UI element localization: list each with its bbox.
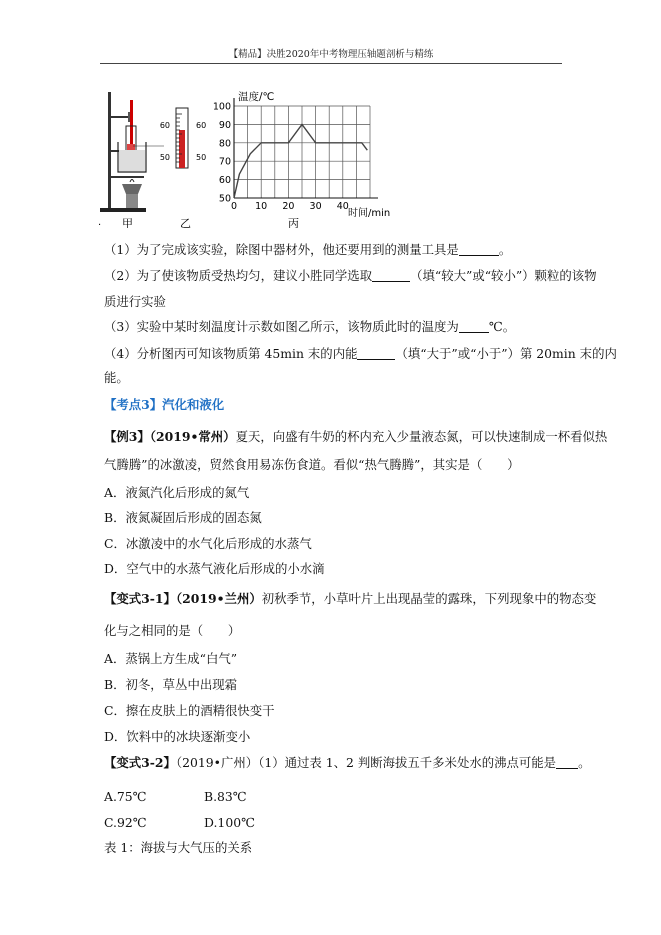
therm-tick-60-right: 60 <box>196 121 207 130</box>
y-tick-label: 90 <box>218 119 231 131</box>
example-3-option-b: B．液氮凝固后形成的固态氮 <box>104 510 262 525</box>
label-bing: 丙 <box>288 217 299 228</box>
x-tick-label: 40 <box>336 201 349 212</box>
label-jia: 甲 <box>122 217 133 228</box>
variant-3-1-option-c: C．擦在皮肤上的酒精很快变干 <box>104 703 275 718</box>
therm-tick-50-right: 50 <box>196 153 207 162</box>
question-3: （3）实验中某时刻温度计示数如图乙所示，该物质此时的温度为 ℃。 <box>104 319 516 334</box>
question-4-cont: 能。 <box>104 370 129 385</box>
example-3-line1: 【例3】（2019•常州）夏天，向盛有牛奶的杯内充入少量液态氮，可以快速制成一杯看似热 <box>104 429 608 444</box>
variant-3-2-options-ab: A.75℃ B.83℃ <box>104 789 247 804</box>
y-tick-label: 70 <box>218 156 231 168</box>
label-yi: 乙 <box>180 217 191 228</box>
y-axis-label: 温度/℃ <box>238 91 275 103</box>
question-4: （4）分析图丙可知该物质第 45min 末的内能 （填“大于”或“小于”）第 20min 末的内 <box>104 346 617 361</box>
experiment-figure <box>96 86 416 228</box>
question-1: （1）为了完成该实验，除图中器材外，他还要用到的测量工具是 。 <box>104 242 512 257</box>
table-caption: 表 1：海拔与大气压的关系 <box>104 840 253 855</box>
variant-3-1-option-d: D．饮料中的冰块逐渐变小 <box>104 729 251 744</box>
y-tick-labels <box>213 102 231 205</box>
iron-stand-apparatus <box>100 92 146 212</box>
example-3-line2: 气腾腾”的冰激凌，贸然食用易冻伤食道。看似“热气腾腾”，其实是（ ） <box>104 457 520 472</box>
x-tick-label: 10 <box>255 201 268 212</box>
answer-blank-3 <box>459 320 489 333</box>
variant-3-2-line1: 【变式3-2】（2019•广州）（1）通过表 1、2 判断海拔五千多米处水的沸点可能是 。 <box>104 755 591 770</box>
example-3-option-d: D．空气中的水蒸气液化后形成的小水滴 <box>104 561 325 576</box>
question-2-cont: 质进行实验 <box>104 294 166 309</box>
x-axis-label: 时间/min <box>348 208 391 219</box>
x-tick-label: 20 <box>282 201 295 212</box>
therm-tick-50: 50 <box>159 153 170 162</box>
answer-blank-1 <box>459 243 499 256</box>
variant-3-1-line1: 【变式3-1】（2019•兰州）初秋季节，小草叶片上出现晶莹的露珠，下列现象中的物态变 <box>104 591 597 606</box>
chart-grid <box>234 106 370 198</box>
answer-blank-2 <box>372 269 410 282</box>
y-tick-label: 60 <box>218 175 231 187</box>
y-tick-label: 100 <box>212 101 231 113</box>
variant-3-1-option-a: A．蒸锅上方生成“白气” <box>104 651 238 666</box>
x-tick-labels <box>231 201 349 212</box>
example-3-option-a: A．液氮汽化后形成的氮气 <box>104 485 250 500</box>
y-tick-label: 80 <box>218 138 231 150</box>
page-header: 【精品】决胜2020年中考物理压轴题剖析与精练 <box>100 46 562 64</box>
x-tick-label: 0 <box>230 201 238 212</box>
question-2: （2）为了使该物质受热均匀，建议小胜同学选取 （填“较大”或“较小”）颗粒的该物 <box>104 268 597 283</box>
variant-3-2-options-cd: C.92℃ D.100℃ <box>104 815 255 830</box>
therm-tick-60: 60 <box>159 121 170 130</box>
section-title: 【考点3】汽化和液化 <box>104 397 225 412</box>
example-3-option-c: C．冰激凌中的水气化后形成的水蒸气 <box>104 536 312 551</box>
variant-3-1-option-b: B．初冬，草丛中出现霜 <box>104 677 238 692</box>
answer-blank-4 <box>357 347 395 360</box>
answer-blank-5 <box>556 756 578 769</box>
x-tick-label: 30 <box>309 201 322 212</box>
variant-3-1-line2: 化与之相同的是（ ） <box>104 623 241 638</box>
stray-dot: . <box>98 217 102 228</box>
y-tick-label: 50 <box>218 193 231 205</box>
temperature-time-chart <box>213 90 390 219</box>
